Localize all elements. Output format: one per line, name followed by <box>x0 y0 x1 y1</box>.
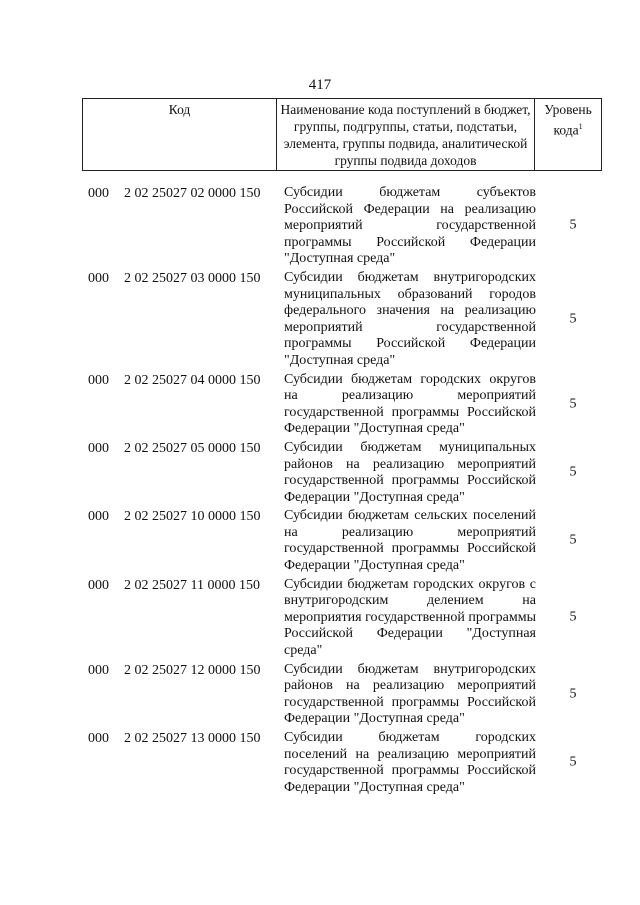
revenue-name: Субсидии бюджетам субъектов Российской Федерации на реализацию мероприятий государственной программы Российской Федерации "Доступная среда" <box>284 185 536 267</box>
admin-code: 000 <box>88 509 109 525</box>
revenue-code: 2 02 25027 03 0000 150 <box>124 270 261 286</box>
header-level-cell <box>535 99 602 171</box>
header-level-label: Уровень кода <box>544 102 592 138</box>
admin-code: 000 <box>88 186 109 201</box>
table-row <box>0 662 640 728</box>
table-row <box>0 185 640 268</box>
header-code-label: Код <box>168 102 191 117</box>
table-header <box>82 98 602 171</box>
code-level: 5 <box>569 396 577 412</box>
table-row <box>0 440 640 506</box>
revenue-code: 2 02 25027 05 0000 150 <box>124 440 261 456</box>
revenue-name: Субсидии бюджетам внутригородских муниципальных образований городов федерального значения на реализацию мероприятий государственной программы Российской Федерации "Доступная среда" <box>284 269 536 368</box>
revenue-name: Субсидии бюджетам сельских поселений на реализацию мероприятий государственной программы Российской Федерации "Доступная среда" <box>284 508 536 574</box>
revenue-name: Субсидии бюджетам муниципальных районов на реализацию мероприятий государственной программы Российской Федерации "Доступная среда" <box>284 439 536 505</box>
admin-code: 000 <box>88 270 109 286</box>
code-level: 5 <box>569 218 577 234</box>
table-row <box>0 372 640 438</box>
table-row <box>0 270 640 370</box>
header-level-footnote: 1 <box>578 122 583 131</box>
table-row <box>0 508 640 574</box>
page-number: 417 <box>308 77 332 93</box>
code-level: 5 <box>569 311 577 327</box>
admin-code: 000 <box>88 731 109 746</box>
header-name-cell <box>277 99 535 171</box>
revenue-code: 2 02 25027 12 0000 150 <box>124 662 261 678</box>
admin-code: 000 <box>88 577 109 593</box>
revenue-name: Субсидии бюджетам городских округов с внутригородским делением на мероприятия государственной программы Российской Федерации "Доступная среда" <box>284 576 536 659</box>
admin-code: 000 <box>88 372 109 388</box>
table-body <box>0 185 640 798</box>
code-level: 5 <box>569 533 577 549</box>
admin-code: 000 <box>88 440 109 456</box>
code-level: 5 <box>569 464 577 480</box>
code-level: 5 <box>569 686 577 702</box>
revenue-name: Субсидии бюджетам внутригородских районов на реализацию мероприятий государственной программы Российской Федерации "Доступная среда" <box>284 661 536 727</box>
code-level: 5 <box>569 609 577 625</box>
revenue-code: 2 02 25027 13 0000 150 <box>124 731 261 746</box>
code-level: 5 <box>569 754 577 770</box>
header-code-cell <box>83 99 277 171</box>
table-row <box>0 577 640 660</box>
revenue-name: Субсидии бюджетам городских поселений на реализацию мероприятий государственной программы Российской Федерации "Доступная среда" <box>284 730 536 795</box>
revenue-code: 2 02 25027 02 0000 150 <box>124 186 261 201</box>
table-row <box>0 730 640 796</box>
header-name-label: Наименование кода поступлений в бюджет, группы, подгруппы, статьи, подстатьи, элемента, группы подвида, аналитической группы подвида доходов <box>280 102 531 168</box>
revenue-name: Субсидии бюджетам городских округов на реализацию мероприятий государственной программы Российской Федерации "Доступная среда" <box>284 371 536 437</box>
revenue-code: 2 02 25027 04 0000 150 <box>124 372 261 388</box>
admin-code: 000 <box>88 662 109 678</box>
revenue-code: 2 02 25027 11 0000 150 <box>124 577 260 593</box>
revenue-code: 2 02 25027 10 0000 150 <box>124 509 261 525</box>
